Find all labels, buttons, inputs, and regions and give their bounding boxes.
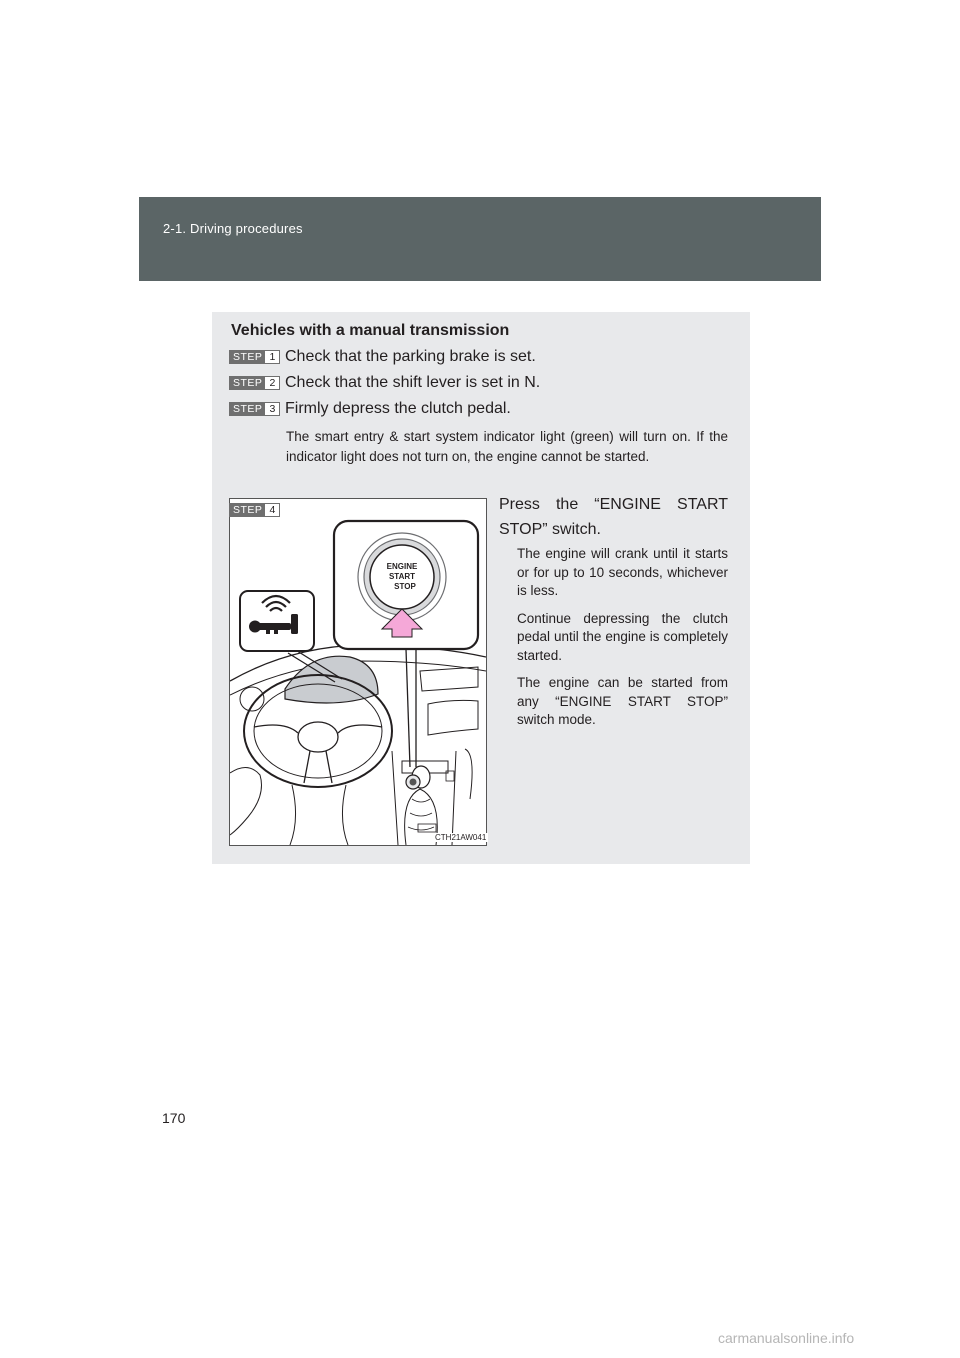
- button-label-stop: STOP: [394, 582, 416, 591]
- watermark: carmanualsonline.info: [718, 1330, 855, 1346]
- step-number: 2: [265, 377, 279, 389]
- button-label-engine: ENGINE: [386, 562, 418, 571]
- step-text: Check that the shift lever is set in N.: [285, 374, 541, 391]
- step-text: Firmly depress the clutch pedal.: [285, 400, 511, 417]
- dashboard-drawing: [230, 499, 486, 845]
- button-label-start: START: [388, 572, 416, 581]
- instruction-box: [212, 312, 750, 864]
- section-title: 2-1. Driving procedures: [163, 221, 303, 236]
- figure-code: CTH21AW041: [435, 833, 487, 842]
- step-label: STEP: [230, 504, 265, 516]
- step-number: 4: [265, 504, 279, 516]
- step-badge: [229, 402, 280, 416]
- section-heading: Vehicles with a manual transmission: [231, 322, 510, 339]
- step-number: 1: [265, 351, 279, 363]
- note-crank-duration: The engine will crank until it starts or for up to 10 seconds, whichever is less.: [517, 546, 728, 598]
- step-badge: [229, 350, 280, 364]
- note-any-mode: The engine can be started from any “ENGINE START STOP” switch mode.: [517, 675, 728, 727]
- indicator-note: The smart entry & start system indicator light (green) will turn on. If the indicator light does not turn on, the engine cannot be started.: [286, 429, 728, 464]
- step-badge: [229, 503, 280, 517]
- step-4-text: Press the “ENGINE START STOP” switch.: [499, 496, 728, 538]
- step-text: Check that the parking brake is set.: [285, 348, 536, 365]
- engine-start-stop-button: [358, 533, 446, 621]
- page-number: 170: [162, 1110, 186, 1126]
- step-4-notes: [517, 545, 728, 739]
- step-number: 3: [265, 403, 279, 415]
- dashboard-illustration: [229, 498, 487, 846]
- step-badge: [229, 376, 280, 390]
- step-label: STEP: [230, 377, 265, 389]
- note-clutch: Continue depressing the clutch pedal until the engine is completely started.: [517, 610, 728, 663]
- section-header-bar: [139, 197, 821, 281]
- step-label: STEP: [230, 351, 265, 363]
- step-label: STEP: [230, 403, 265, 415]
